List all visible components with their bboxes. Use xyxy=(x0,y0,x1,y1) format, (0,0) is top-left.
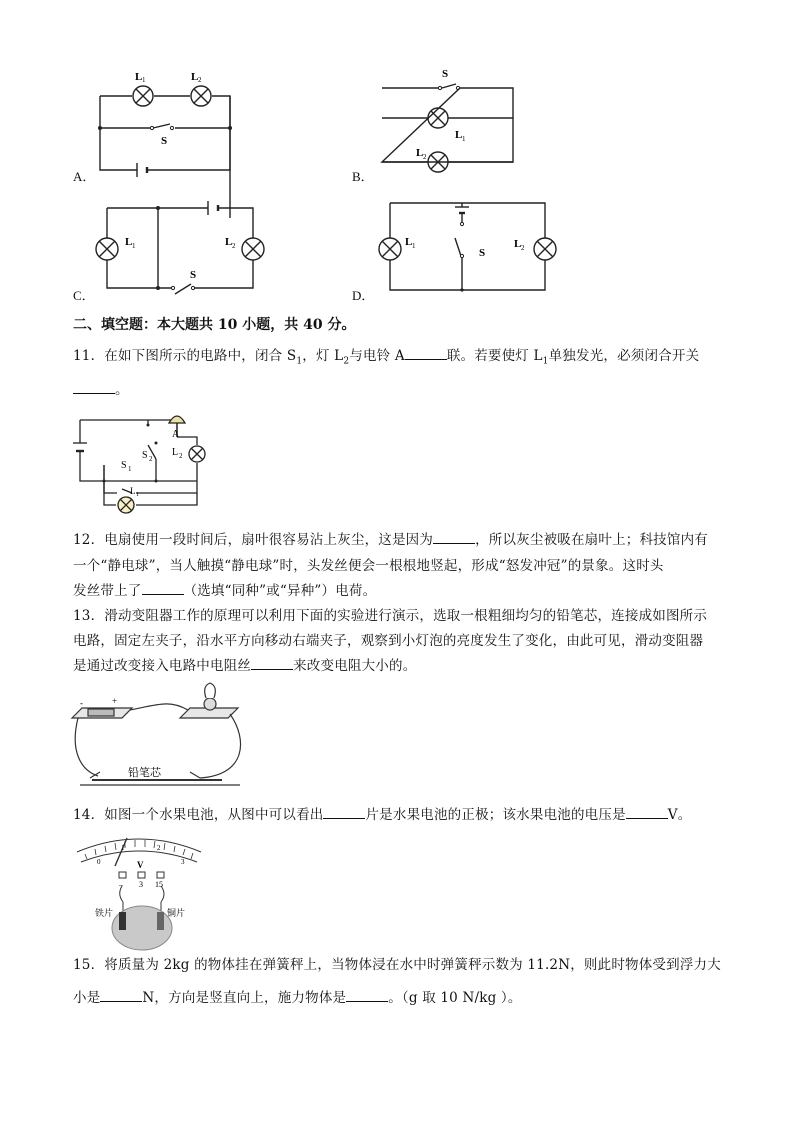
question-11-line2: 。 xyxy=(73,378,129,402)
svg-text:2: 2 xyxy=(232,242,236,250)
label-s: S xyxy=(479,247,486,259)
option-b: B． xyxy=(352,169,374,184)
label-l2: L xyxy=(416,147,424,159)
question-12: 12．电扇使用一段时间后，扇叶很容易沾上灰尘，这是因为 ，所以灰尘被吸在扇叶上；科技馆内有 xyxy=(73,528,708,552)
svg-text:–: – xyxy=(119,880,123,889)
svg-text:2: 2 xyxy=(179,452,183,460)
svg-text:1: 1 xyxy=(142,76,146,84)
answer-blank[interactable] xyxy=(346,987,388,1002)
question-15: 15．将质量为 2kg 的物体挂在弹簧秤上，当物体浸在水中时弹簧秤示数为 11.2N，则此时物体受到浮力大 xyxy=(73,957,721,973)
label-l1: L xyxy=(405,236,413,248)
circuit-a-diagram xyxy=(95,68,235,178)
svg-text:3: 3 xyxy=(139,880,143,889)
option-a: A． xyxy=(73,169,96,184)
svg-text:1: 1 xyxy=(132,242,136,250)
svg-text:0: 0 xyxy=(97,858,101,866)
svg-text:2: 2 xyxy=(149,455,153,463)
svg-text:1: 1 xyxy=(128,465,132,473)
label-s: S xyxy=(442,68,449,80)
answer-blank[interactable] xyxy=(323,804,365,819)
label-s2: S xyxy=(142,450,148,461)
label-s: S xyxy=(190,269,197,281)
svg-text:1: 1 xyxy=(412,242,416,250)
answer-blank[interactable] xyxy=(433,529,475,544)
svg-text:V: V xyxy=(137,860,144,870)
label-s1: S xyxy=(121,460,127,471)
question-13: 13．滑动变阻器工作的原理可以利用下面的实验进行演示，选取一根粗细均匀的铅笔芯，连接成如图所示 xyxy=(73,608,708,624)
q11-circuit-diagram xyxy=(72,405,222,520)
option-d: D． xyxy=(352,288,375,303)
svg-text:2: 2 xyxy=(423,153,427,161)
iron-plate-label: 铁片 xyxy=(95,908,114,918)
circuit-d-diagram xyxy=(375,198,560,298)
label-l2: L xyxy=(225,236,233,248)
label-l1: L xyxy=(455,129,463,141)
svg-text:3: 3 xyxy=(181,858,185,866)
question-12-line2: 一个“静电球”，当人触摸“静电球”时，头发丝便会一根根地竖起，形成“怒发冲冠”的景象。这时头 xyxy=(73,558,664,574)
copper-plate-label: 铜片 xyxy=(167,908,186,918)
answer-blank[interactable] xyxy=(142,580,184,595)
answer-blank[interactable] xyxy=(405,345,447,360)
svg-text:1: 1 xyxy=(462,135,466,143)
svg-text:2: 2 xyxy=(521,244,525,252)
label-l2: L xyxy=(191,71,199,83)
svg-text:1: 1 xyxy=(136,492,139,498)
svg-text:15: 15 xyxy=(155,880,163,889)
answer-blank[interactable] xyxy=(251,655,293,670)
label-a: A xyxy=(172,429,180,440)
label-l2: L xyxy=(514,238,522,250)
label-l1: L xyxy=(135,71,143,83)
question-13-line2: 电路，固定左夹子，沿水平方向移动右端夹子，观察到小灯泡的亮度发生了变化，由此可见，滑动变阻器 xyxy=(73,633,704,649)
label-l2: L xyxy=(172,447,179,458)
svg-text:+: + xyxy=(112,696,118,706)
circuit-b-diagram xyxy=(380,66,520,181)
answer-blank[interactable] xyxy=(100,987,142,1002)
label-l1: L xyxy=(130,486,136,496)
label-s: S xyxy=(161,135,168,147)
svg-text:2: 2 xyxy=(157,844,161,852)
pencil-lead-label: 铅笔芯 xyxy=(128,767,161,779)
question-15-line2: 小是 N，方向是竖直向上，施力物体是 。（g 取 10 N/kg ）。 xyxy=(73,986,522,1010)
label-l1: L xyxy=(125,236,133,248)
section-heading: 二、填空题：本大题共 10 小题，共 40 分。 xyxy=(73,317,356,333)
circuit-c-diagram xyxy=(95,198,270,298)
answer-blank[interactable] xyxy=(73,379,115,394)
svg-text:1: 1 xyxy=(121,844,125,852)
svg-text:2: 2 xyxy=(198,76,202,84)
option-c: C． xyxy=(73,288,95,303)
question-13-line3: 是通过改变接入电路中电阻丝 来改变电阻大小的。 xyxy=(73,654,416,678)
pencil-lead-circuit-figure xyxy=(70,680,250,795)
question-11: 11．在如下图所示的电路中，闭合 $S_1$，灯 $L_2$与电铃 A 联。若要使灯 $L_1$单独发光，必须闭合开关 xyxy=(73,344,699,374)
question-12-line3: 发丝带上了 （选填“同种”或“异种”）电荷。 xyxy=(73,579,376,603)
answer-blank[interactable] xyxy=(626,804,668,819)
question-14: 14．如图一个水果电池，从图中可以看出 片是水果电池的正极；该水果电池的电压是 V。 xyxy=(73,803,691,827)
fruit-battery-figure xyxy=(75,832,205,952)
svg-text:-: - xyxy=(80,698,83,708)
